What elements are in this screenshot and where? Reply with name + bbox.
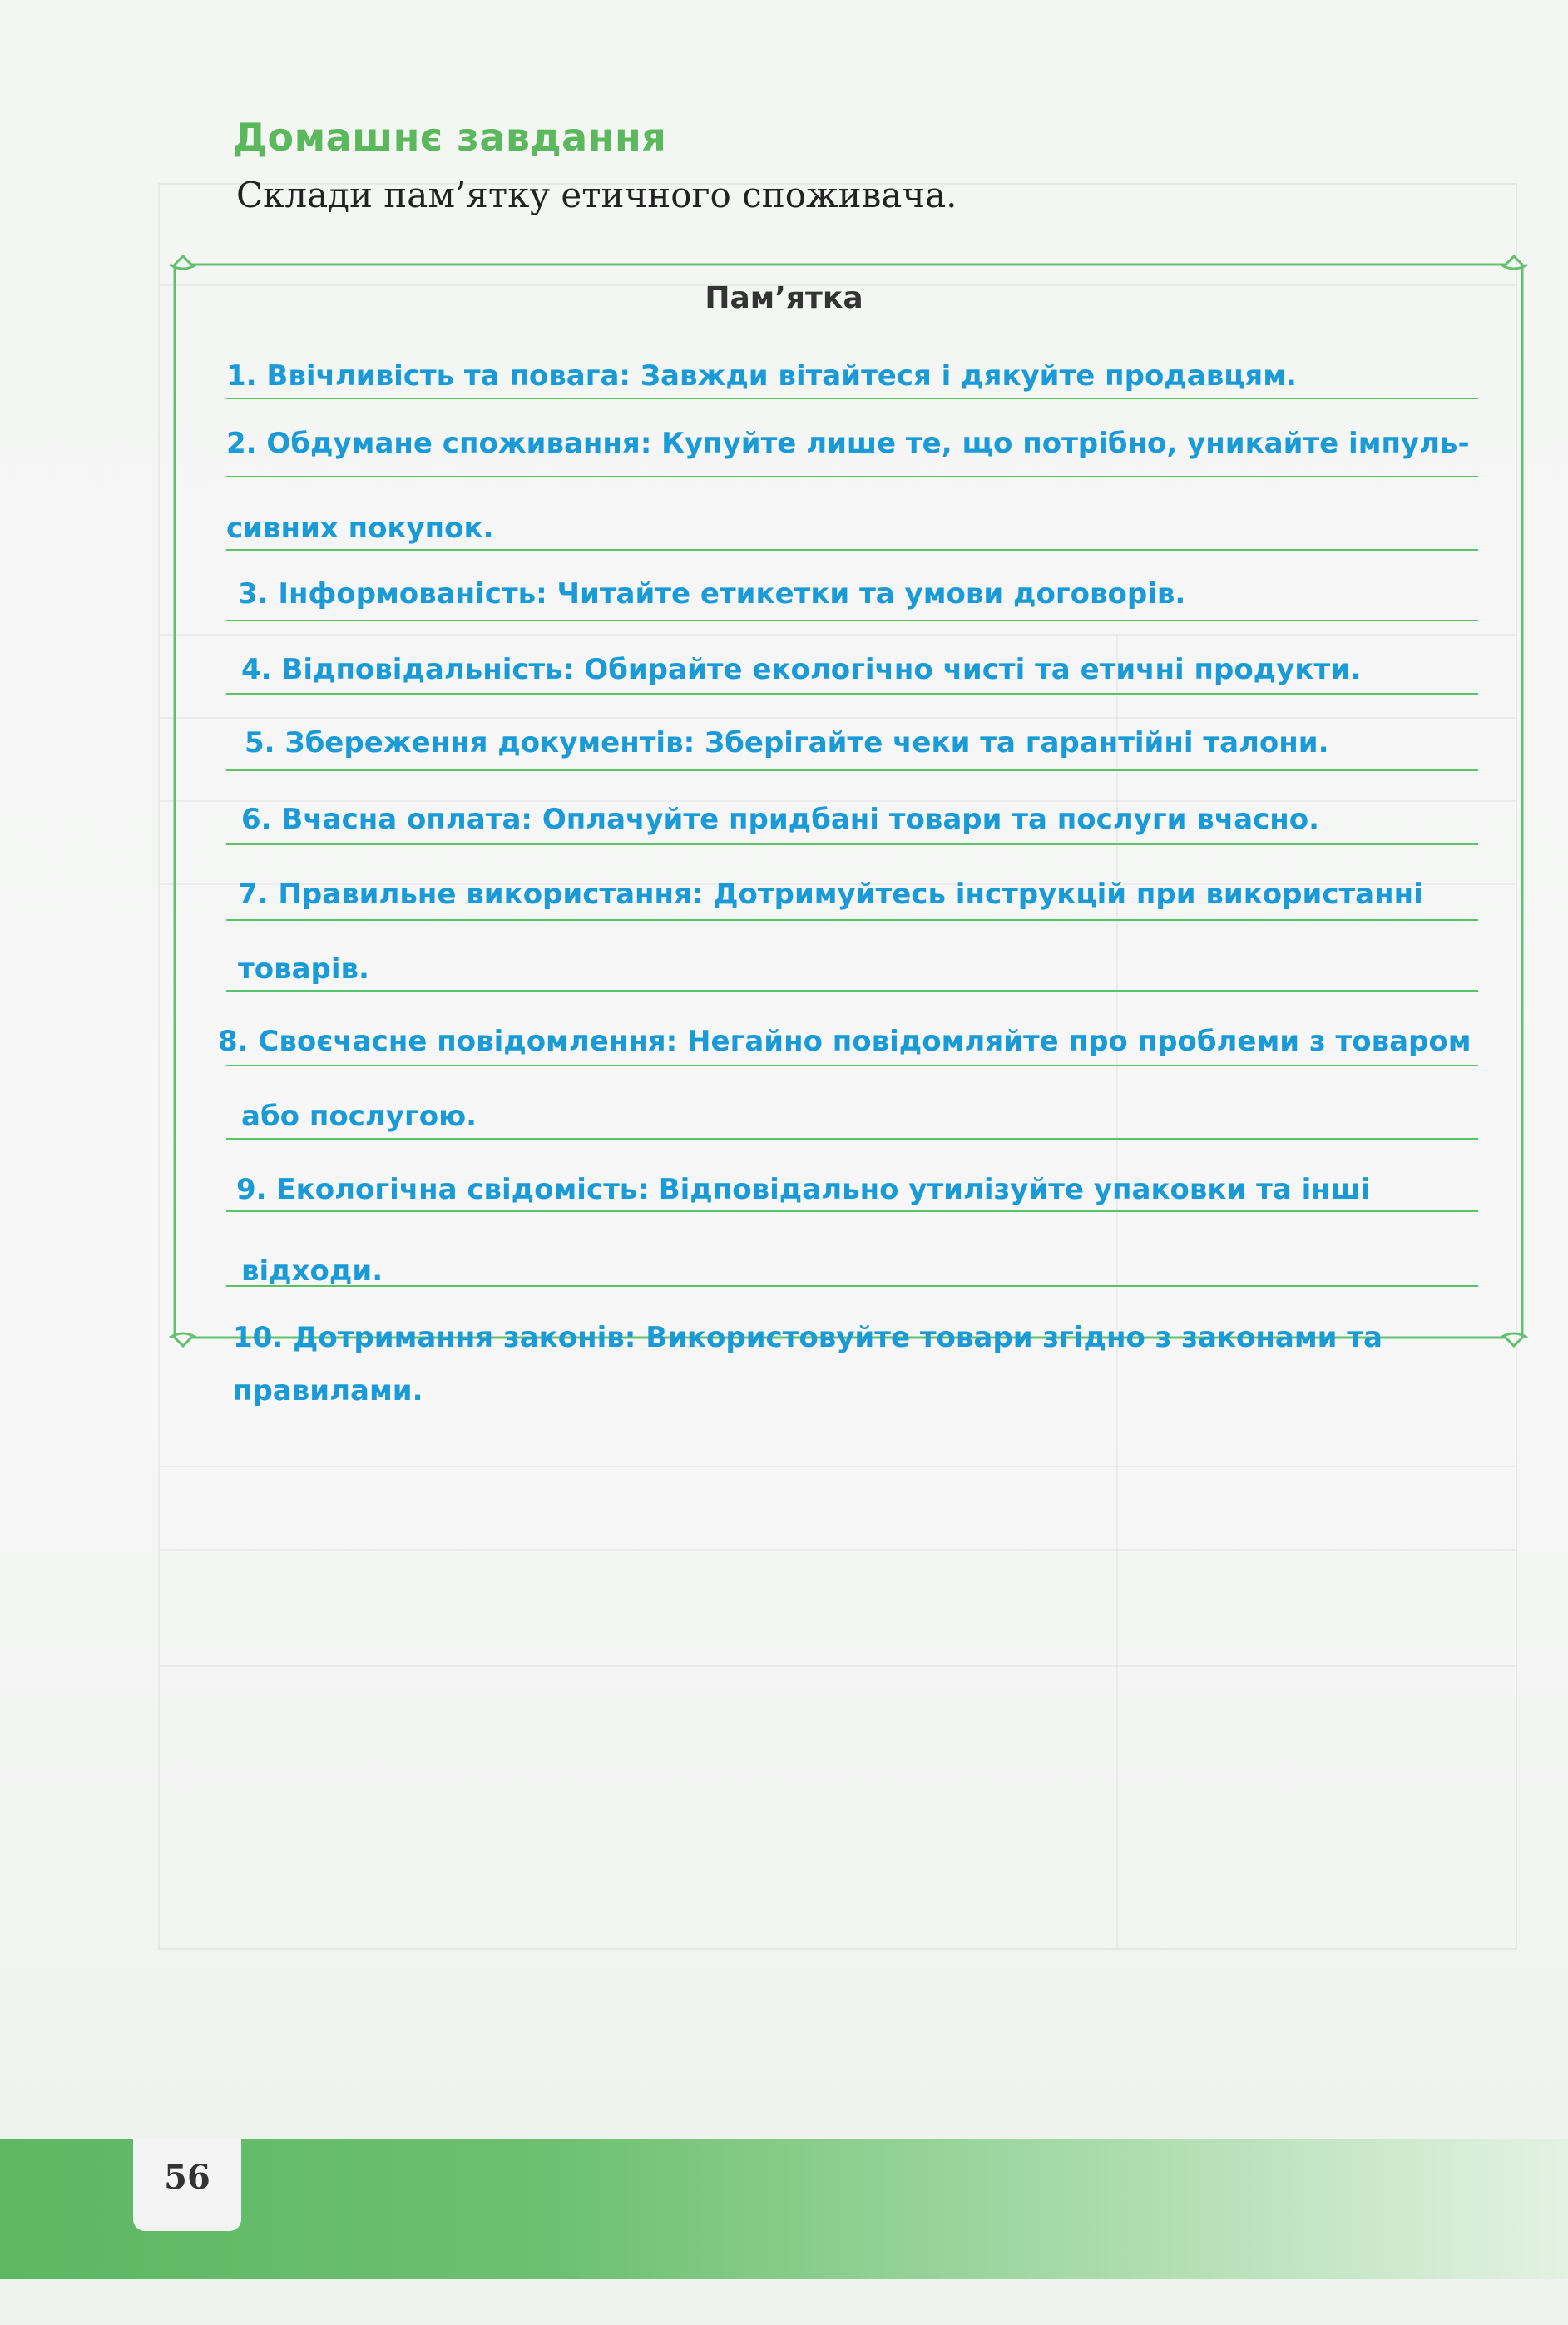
writing-line — [226, 1065, 1478, 1066]
writing-line — [226, 919, 1478, 921]
homework-heading: Домашнє завдання — [233, 115, 667, 160]
homework-task: Склади пам’ятку етичного споживача. — [236, 175, 957, 215]
memo-line: 10. Дотримання законів: Використовуйте товари згідно з законами та — [233, 1321, 1383, 1354]
memo-title: Пам’ятка — [705, 281, 863, 315]
memo-line: 2. Обдумане споживання: Купуйте лише те, що потрібно, уникайте імпуль- — [226, 427, 1470, 460]
memo-line: 9. Екологічна свідомість: Відповідально утилізуйте упаковки та інші — [236, 1173, 1371, 1206]
page-number-tab — [133, 2139, 241, 2231]
writing-line — [226, 693, 1478, 695]
memo-line: або послугою. — [241, 1100, 477, 1133]
memo-line: сивних покупок. — [226, 512, 494, 545]
memo-line: 8. Своєчасне повідомлення: Негайно повідомляйте про проблеми з товаром — [218, 1025, 1472, 1058]
memo-line: правилами. — [233, 1374, 423, 1407]
writing-line — [226, 1138, 1478, 1140]
page-number: 56 — [164, 2158, 210, 2197]
memo-line: відходи. — [241, 1254, 383, 1288]
writing-line — [226, 1210, 1478, 1212]
writing-line — [226, 620, 1478, 621]
memo-line: 4. Відповідальність: Обирайте екологічно чисті та етичні продукти. — [241, 653, 1361, 686]
writing-line — [226, 476, 1478, 477]
writing-line — [226, 843, 1478, 845]
memo-line: 3. Інформованість: Читайте етикетки та умови договорів. — [238, 577, 1186, 611]
writing-line — [226, 549, 1478, 551]
memo-line: 1. Ввічливість та повага: Завжди вітайтеся і дякуйте продавцям. — [226, 359, 1297, 393]
memo-line: 5. Збереження документів: Зберігайте чеки та гарантійні талони. — [245, 726, 1329, 759]
writing-line — [226, 398, 1478, 399]
memo-line: товарів. — [238, 952, 369, 986]
writing-line — [226, 769, 1478, 771]
memo-line: 7. Правильне використання: Дотримуйтесь інструкцій при використанні — [238, 878, 1423, 911]
memo-line: 6. Вчасна оплата: Оплачуйте придбані товари та послуги вчасно. — [241, 803, 1319, 836]
writing-line — [226, 1285, 1478, 1287]
writing-line — [226, 990, 1478, 992]
